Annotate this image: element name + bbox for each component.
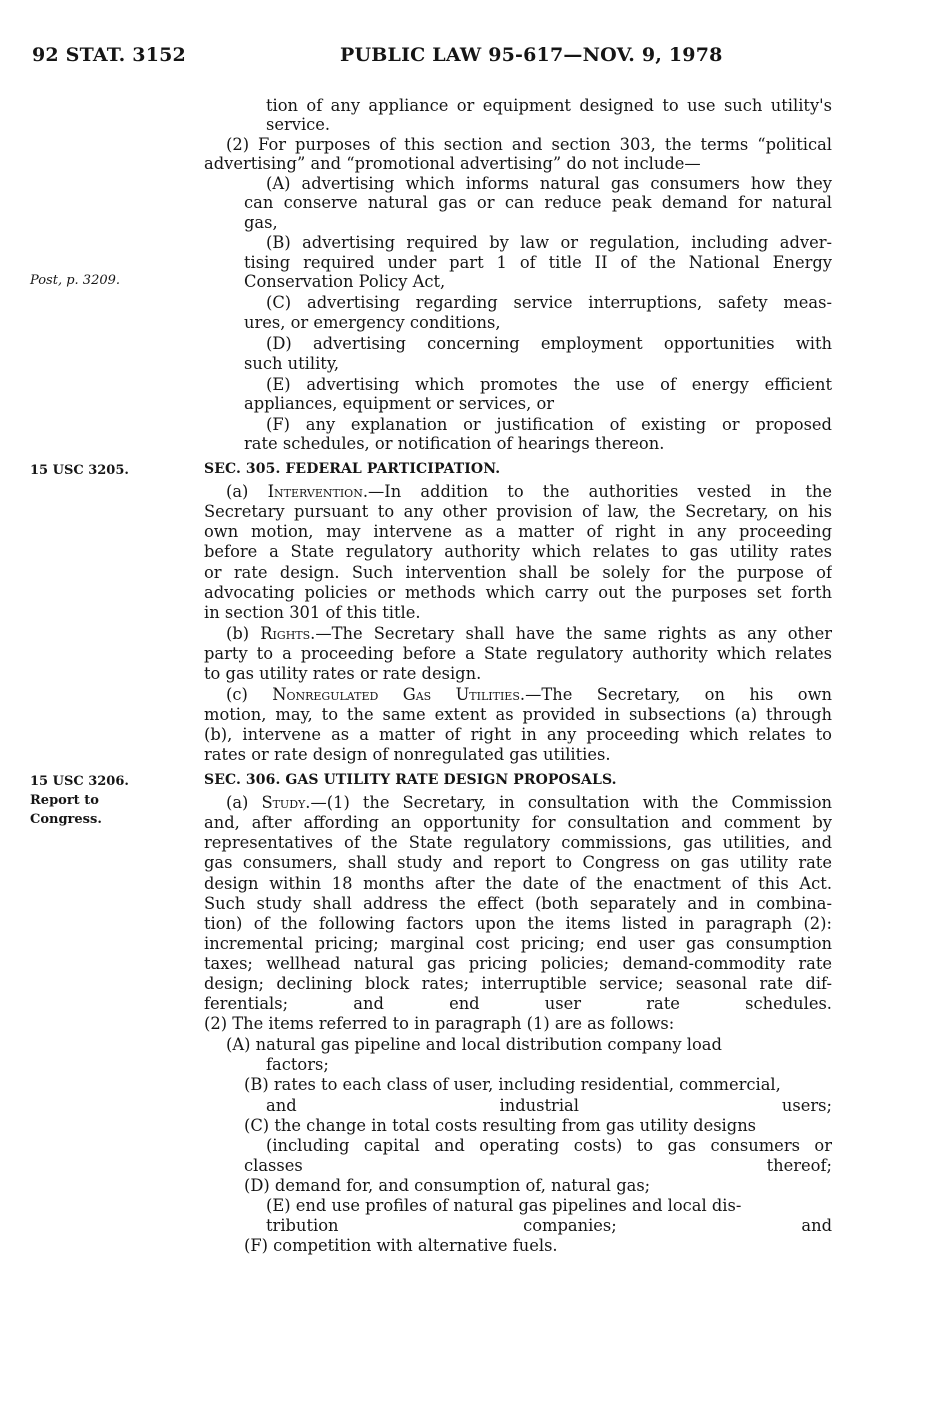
text-line: and, after affording an opportunity for consultation and comment by [204, 813, 832, 832]
public-law-title: PUBLIC LAW 95-617—NOV. 9, 1978 [340, 44, 723, 66]
text-line: classes thereof; [244, 1156, 832, 1175]
text-line: before a State regulatory authority which relates to gas utility rates [204, 542, 832, 561]
text-line: ferentials; and end user rate schedules. [204, 994, 832, 1013]
text-line: tion of any appliance or equipment designed to use such utility's [266, 96, 832, 115]
text-line: design; declining block rates; interruptible service; seasonal rate dif- [204, 974, 832, 993]
text-line: (D) advertising concerning employment opportunities with [266, 334, 832, 353]
text-line: service. [266, 115, 331, 134]
text-line: advocating policies or methods which carry out the purposes set forth [204, 583, 832, 602]
text-line: (F) competition with alternative fuels. [244, 1236, 558, 1255]
text-line: incremental pricing; marginal cost pricing; end user gas consumption [204, 934, 832, 953]
text-line: tising required under part 1 of title II of the National Energy [244, 253, 832, 272]
text-line: or rate design. Such intervention shall be solely for the purpose of [204, 563, 832, 582]
margin-note-usc-3206: 15 USC 3206. [30, 774, 129, 789]
text-line: (B) advertising required by law or regulation, including adver- [266, 233, 832, 252]
text-line: (b), intervene as a matter of right in any proceeding which relates to [204, 725, 832, 744]
text-line: (D) demand for, and consumption of, natural gas; [244, 1176, 651, 1195]
subsection-heading-nonregulated: Nonregulated Gas Utilities. [272, 685, 526, 704]
text-line: (2) The items referred to in paragraph (1) are as follows: [204, 1014, 675, 1033]
text-line: gas, [244, 213, 278, 232]
text-line: (A) natural gas pipeline and local distribution company load [226, 1035, 722, 1054]
margin-note-post: Post, p. 3209. [30, 273, 121, 288]
section-305-heading: SEC. 305. FEDERAL PARTICIPATION. [204, 461, 501, 477]
text-line: (E) end use profiles of natural gas pipelines and local dis- [266, 1196, 742, 1215]
text-line: (b) Rights.—The Secretary shall have the same rights as any other [226, 624, 832, 643]
text-line: (C) the change in total costs resulting from gas utility designs [244, 1116, 757, 1135]
text-line: appliances, equipment or services, or [244, 394, 555, 413]
text-line: factors; [266, 1055, 329, 1074]
section-306-heading: SEC. 306. GAS UTILITY RATE DESIGN PROPOSALS. [204, 772, 617, 788]
text-line: gas consumers, shall study and report to Congress on gas utility rate [204, 853, 832, 872]
text-line: taxes; wellhead natural gas pricing policies; demand-commodity rate [204, 954, 832, 973]
margin-note-usc-3205: 15 USC 3205. [30, 463, 129, 478]
statute-page-number: 92 STAT. 3152 [32, 44, 186, 66]
text-line: can conserve natural gas or can reduce peak demand for natural [244, 193, 832, 212]
text-line: (including capital and operating costs) to gas consumers or [266, 1136, 832, 1155]
text-line: tribution companies; and [266, 1216, 832, 1235]
text-line: party to a proceeding before a State regulatory authority which relates [204, 644, 832, 663]
text-line: design within 18 months after the date of the enactment of this Act. [204, 874, 832, 893]
text-line: (c) Nonregulated Gas Utilities.—The Secretary, on his own [226, 685, 832, 704]
text-line: rates or rate design of nonregulated gas utilities. [204, 745, 611, 764]
text-line: rate schedules, or notification of hearings thereon. [244, 434, 665, 453]
text-line: Such study shall address the effect (both separately and in combina- [204, 894, 832, 913]
text-line: Secretary pursuant to any other provision of law, the Secretary, on his [204, 502, 832, 521]
text-line: own motion, may intervene as a matter of right in any proceeding [204, 522, 832, 541]
text-line: ures, or emergency conditions, [244, 313, 501, 332]
margin-note-congress: Congress. [30, 812, 102, 827]
subsection-heading-rights: Rights. [260, 624, 316, 643]
page-header [0, 44, 948, 76]
text-line: (a) Intervention.—In addition to the authorities vested in the [226, 482, 832, 501]
text-line: (2) For purposes of this section and section 303, the terms “political [226, 135, 832, 154]
text-line: representatives of the State regulatory commissions, gas utilities, and [204, 833, 832, 852]
text-line: (A) advertising which informs natural gas consumers how they [266, 174, 832, 193]
subsection-heading-study: Study. [261, 793, 311, 812]
text-line: Conservation Policy Act, [244, 272, 446, 291]
text-line: motion, may, to the same extent as provided in subsections (a) through [204, 705, 832, 724]
text-line: and industrial users; [266, 1096, 832, 1115]
text-line: (C) advertising regarding service interruptions, safety meas- [266, 293, 832, 312]
text-line: (F) any explanation or justification of existing or proposed [266, 415, 832, 434]
text-line: in section 301 of this title. [204, 603, 421, 622]
margin-note-report-to: Report to [30, 793, 99, 808]
text-line: such utility, [244, 354, 340, 373]
text-line: (a) Study.—(1) the Secretary, in consultation with the Commission [226, 793, 832, 812]
text-line: advertising” and “promotional advertising” do not include— [204, 154, 701, 173]
subsection-heading-intervention: Intervention. [267, 482, 368, 501]
text-line: (E) advertising which promotes the use of energy efficient [266, 375, 832, 394]
text-line: (B) rates to each class of user, including residential, commercial, [244, 1075, 781, 1094]
text-line: tion) of the following factors upon the items listed in paragraph (2): [204, 914, 832, 933]
text-line: to gas utility rates or rate design. [204, 664, 482, 683]
